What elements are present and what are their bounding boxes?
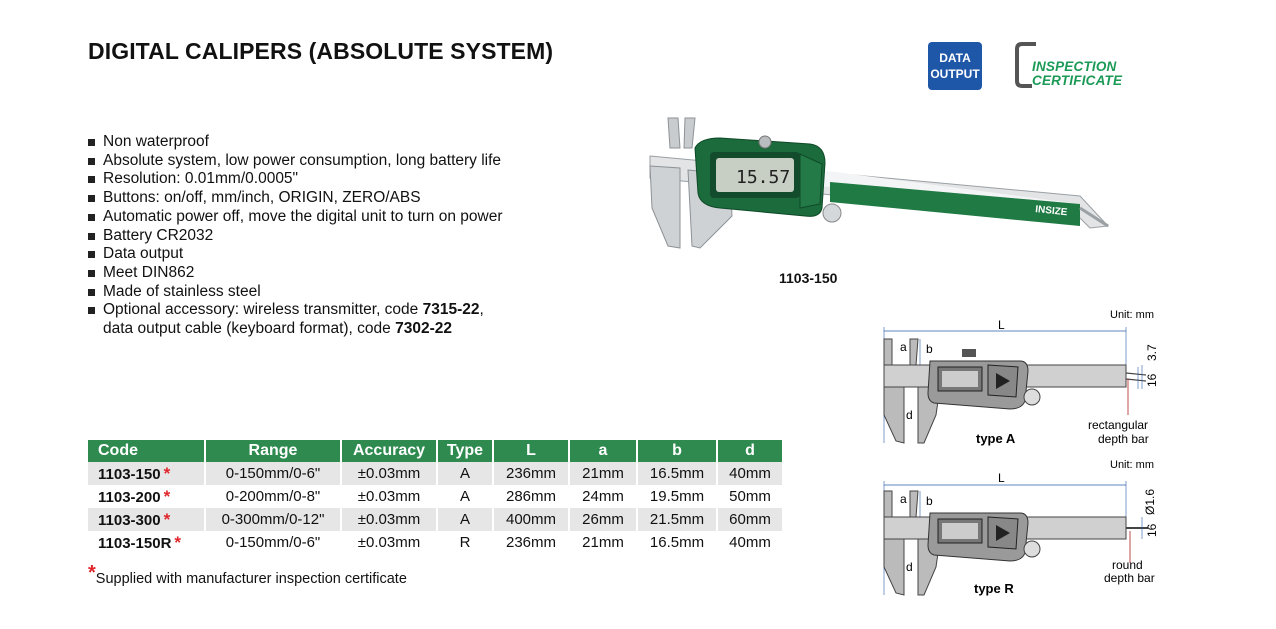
cell-a: 26mm [569,508,637,531]
footnote-star-icon: * [88,562,96,584]
dim-label-d: d [906,560,913,574]
accessory-code: 7302-22 [395,320,452,338]
certificate-star-icon: * [163,463,171,483]
cell-a: 21mm [569,462,637,485]
cell-type: A [437,462,493,485]
column-header-accuracy: Accuracy [341,440,437,462]
table-row [88,462,783,485]
cell-b: 21.5mm [637,508,717,531]
cert-line2: CERTIFICATE [1032,73,1123,88]
column-header-code: Code [88,440,205,462]
badge-line1: DATA [939,51,971,65]
certificate-star-icon: * [174,532,182,552]
dim-depth-diameter: Ø1.6 [1143,488,1157,515]
feature-list [88,133,503,339]
cell-type: R [437,531,493,554]
table-row [88,531,783,554]
table-header-row [88,440,783,462]
cell-l: 236mm [493,462,569,485]
dim-label-b: b [926,494,933,508]
diagram-type-a [870,305,1170,455]
cell-d: 60mm [717,508,783,531]
caliper-photo [640,108,1110,258]
type-label: type R [974,581,1014,596]
badge-line2: OUTPUT [930,67,980,81]
accessory-code: 7315-22 [422,301,480,319]
certificate-star-icon: * [163,509,171,529]
cell-b: 16.5mm [637,462,717,485]
code-text: 1103-150R [98,534,172,552]
spec-table [88,440,784,554]
feature-item-accessory [88,301,503,338]
cell-accuracy: ±0.03mm [341,485,437,508]
cell-l: 236mm [493,531,569,554]
feature-item: Automatic power off, move the digital unit to turn on power [88,208,503,227]
code-text: 1103-300 [98,511,161,529]
cell-range: 0-150mm/0-6" [205,462,341,485]
cell-code [88,485,205,508]
feature-item: Meet DIN862 [88,264,503,283]
feature-item: Data output [88,245,503,264]
footnote-text: Supplied with manufacturer inspection certificate [95,571,407,587]
cell-b: 19.5mm [637,485,717,508]
code-text: 1103-200 [98,488,161,506]
accessory-text: Optional accessory: wireless transmitter, code [103,301,423,319]
cell-a: 24mm [569,485,637,508]
accessory-text: , [479,301,484,319]
dim-label-d: d [906,408,913,422]
column-header-d: d [717,440,783,462]
certificate-logo-text [1032,60,1122,88]
cell-type: A [437,485,493,508]
dim-label-a: a [900,340,907,354]
cell-d: 40mm [717,531,783,554]
depth-bar-note-line2: depth bar [1098,432,1149,446]
depth-bar-note-line1: rectangular [1088,418,1149,432]
feature-item: Non waterproof [88,133,503,152]
cell-code [88,531,205,554]
type-label: type A [976,431,1016,446]
cell-d: 50mm [717,485,783,508]
code-text: 1103-150 [98,465,161,483]
cell-code [88,462,205,485]
certificate-star-icon: * [163,486,171,506]
display-value: 15.57 [736,167,791,188]
depth-bar-note-line2: depth bar [1104,571,1155,585]
cell-l: 286mm [493,485,569,508]
dim-label-l: L [998,318,1005,332]
depth-bar-note-line1: round [1112,558,1143,572]
cert-line1: INSPECTION [1032,59,1117,74]
unit-label: Unit: mm [1110,459,1154,471]
table-row [88,485,783,508]
cell-accuracy: ±0.03mm [341,508,437,531]
brand-text: INSIZE [1034,204,1068,219]
photo-caption: 1103-150 [779,270,838,286]
cell-code [88,508,205,531]
cell-range: 0-300mm/0-12" [205,508,341,531]
footnote [88,562,407,589]
cell-accuracy: ±0.03mm [341,462,437,485]
diagram-type-r [870,455,1170,605]
dim-label-b: b [926,342,933,356]
dim-depth-height: 16 [1145,373,1159,387]
cell-a: 21mm [569,531,637,554]
feature-item: Absolute system, low power consumption, long battery life [88,152,503,171]
dim-label-a: a [900,492,907,506]
accessory-text: data output cable (keyboard format), code [103,320,396,338]
feature-item: Resolution: 0.01mm/0.0005" [88,170,503,189]
cell-d: 40mm [717,462,783,485]
cell-accuracy: ±0.03mm [341,531,437,554]
column-header-b: b [637,440,717,462]
column-header-type: Type [437,440,493,462]
column-header-a: a [569,440,637,462]
feature-item: Battery CR2032 [88,227,503,246]
feature-item: Buttons: on/off, mm/inch, ORIGIN, ZERO/ABS [88,189,503,208]
dim-label-l: L [998,471,1005,485]
cell-range: 0-200mm/0-8" [205,485,341,508]
page-title: DIGITAL CALIPERS (ABSOLUTE SYSTEM) [88,38,554,64]
cell-range: 0-150mm/0-6" [205,531,341,554]
unit-label: Unit: mm [1110,309,1154,321]
cell-b: 16.5mm [637,531,717,554]
feature-item: Made of stainless steel [88,283,503,302]
dim-depth-width: 3.7 [1145,344,1159,361]
data-output-badge [928,42,982,90]
cell-type: A [437,508,493,531]
table-row [88,508,783,531]
column-header-l: L [493,440,569,462]
dim-depth-height: 16 [1145,523,1159,537]
cell-l: 400mm [493,508,569,531]
column-header-range: Range [205,440,341,462]
